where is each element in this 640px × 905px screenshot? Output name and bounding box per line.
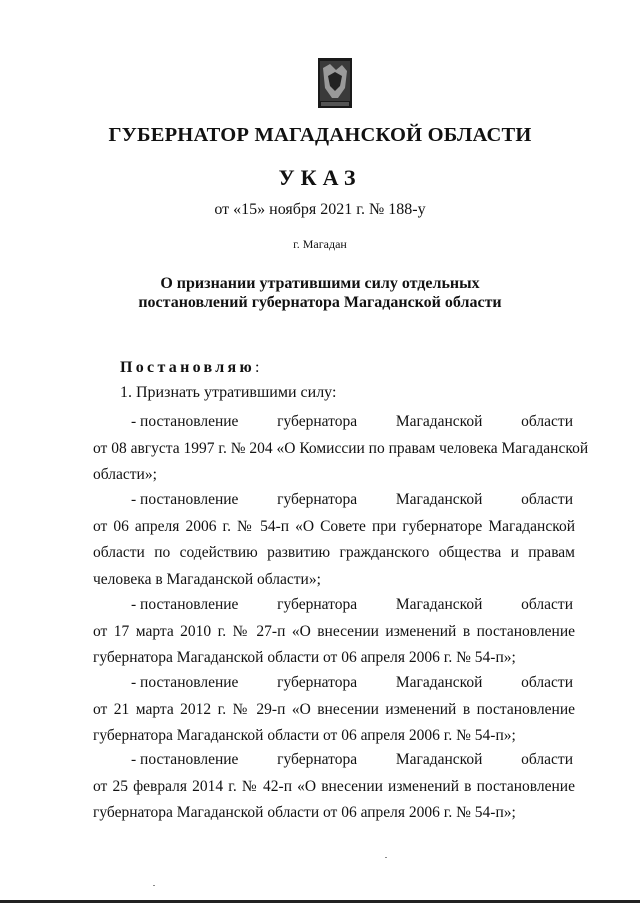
lead-word: области [521, 491, 573, 508]
resolve-word: Постановляю [120, 359, 256, 376]
clause-lead-line [93, 670, 575, 697]
clause-line: губернатора Магаданской области от 06 апреля 2006 г. № 54-п»; [93, 727, 516, 744]
lead-word: области [521, 413, 573, 430]
resolve-statement [120, 359, 259, 377]
clause-lead-line [93, 409, 575, 436]
clause-lead-line [93, 592, 575, 619]
clause-line: от 17 марта 2010 г. № 27-п «О внесении изменений в постановление [93, 622, 575, 640]
lead-word: Магаданской [395, 596, 483, 613]
clause-line: губернатора Магаданской области от 06 апреля 2006 г. № 54-п»; [93, 649, 516, 666]
lead-word: Магаданской [395, 751, 483, 768]
lead-word: губернатора [277, 413, 358, 430]
clause-lead-line [93, 747, 575, 774]
decree-city: г. Магадан [293, 237, 347, 251]
clause-line: от 08 августа 1997 г. № 204 «О Комиссии по правам человека Магаданской [93, 439, 589, 457]
lead-word: Магаданской [395, 491, 483, 508]
lead-word: области [521, 596, 573, 613]
clause-line: от 25 февраля 2014 г. № 42-п «О внесении изменений в постановление [93, 777, 575, 795]
lead-word: Магаданской [395, 413, 483, 430]
decree-date-number: от «15» ноября 2021 г. № 188-у [214, 201, 426, 218]
clause-line: от 21 марта 2012 г. № 29-п «О внесении изменений в постановление [93, 700, 575, 718]
lead-word: губернатора [277, 751, 358, 768]
clause [93, 747, 575, 827]
decree-heading: УКАЗ [278, 165, 362, 190]
subject-line: О признании утратившими силу отдельных [160, 275, 480, 292]
lead-word: - постановление [131, 491, 239, 508]
subject-line: постановлений губернатора Магаданской области [138, 294, 502, 311]
lead-word: Магаданской [395, 674, 483, 691]
lead-word: губернатора [277, 596, 358, 613]
lead-word: области [521, 751, 573, 768]
clause [93, 592, 575, 672]
clause-lead-line [93, 487, 575, 514]
coat-of-arms-icon [318, 58, 352, 108]
lead-word: - постановление [131, 674, 239, 691]
lead-word: губернатора [277, 491, 358, 508]
clause [93, 670, 575, 750]
coat-of-arms-emblem [318, 58, 352, 108]
decree-subject [0, 274, 640, 312]
resolve-colon: : [255, 359, 260, 376]
clause-line: области»; [93, 466, 157, 483]
page-bottom-edge [0, 900, 640, 903]
clause-line: области по содействию развитию гражданского общества и правам [93, 544, 575, 561]
lead-word: - постановление [131, 596, 239, 613]
clause-line: губернатора Магаданской области от 06 апреля 2006 г. № 54-п»; [93, 804, 516, 821]
lead-word: области [521, 674, 573, 691]
clause [93, 409, 589, 489]
lead-word: губернатора [277, 674, 358, 691]
clause-line: от 06 апреля 2006 г. № 54-п «О Совете при губернаторе Магаданской [93, 517, 575, 535]
page-title: ГУБЕРНАТОР МАГАДАНСКОЙ ОБЛАСТИ [108, 124, 532, 146]
lead-word: - постановление [131, 413, 239, 430]
scan-speck [153, 885, 155, 886]
scan-speck [385, 857, 387, 858]
lead-word: - постановление [131, 751, 239, 768]
clause [93, 487, 575, 593]
item-1: 1. Признать утратившими силу: [120, 384, 337, 401]
clause-line: человека в Магаданской области»; [93, 570, 321, 588]
